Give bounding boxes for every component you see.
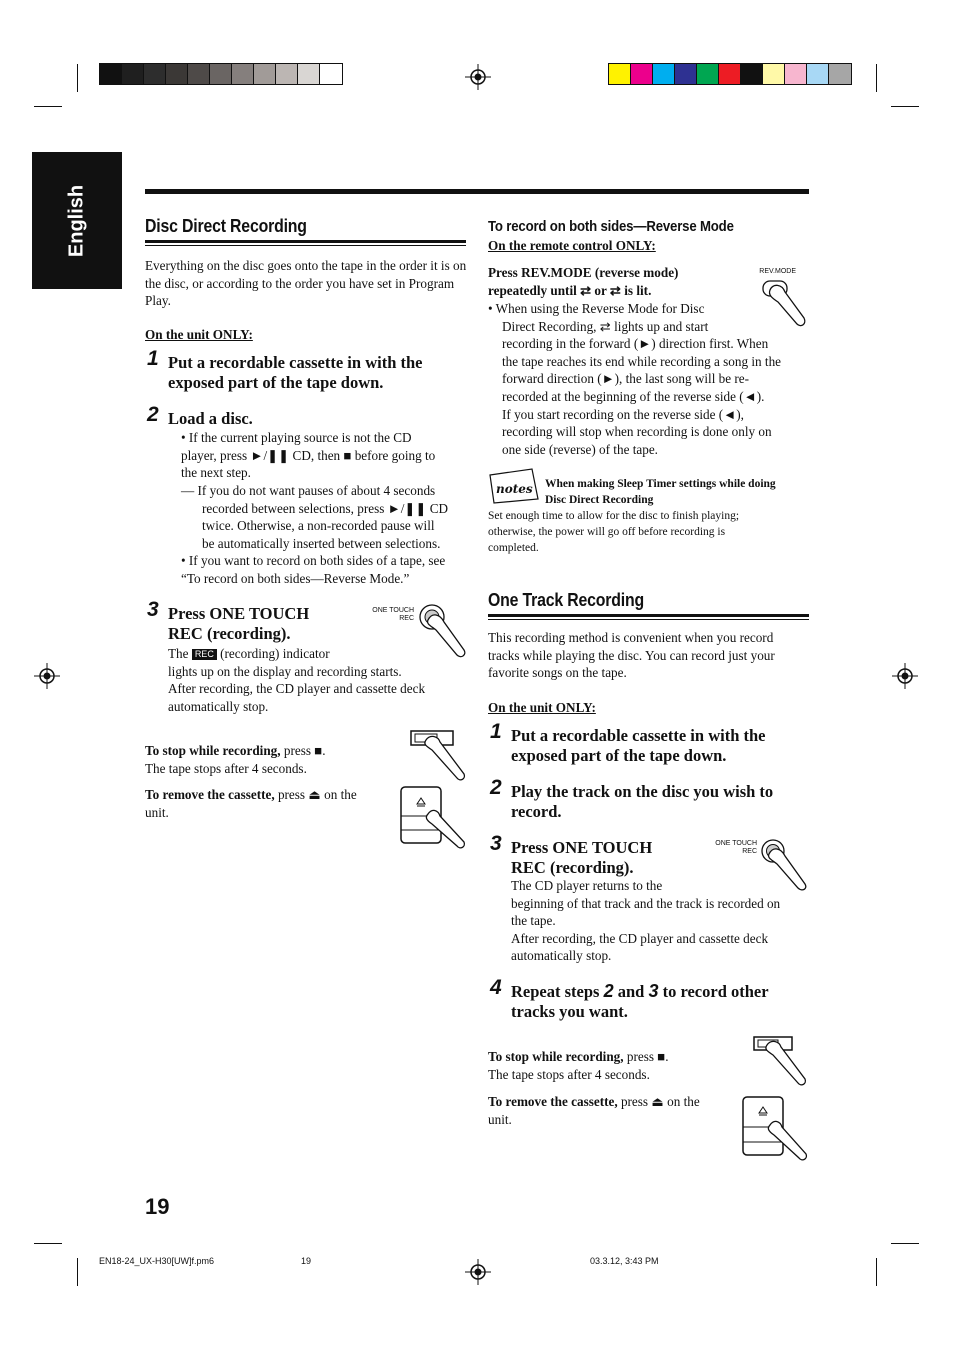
color-swatch xyxy=(631,64,653,84)
crop-mark xyxy=(876,1258,877,1286)
top-rule xyxy=(145,189,809,194)
eject-button-icon xyxy=(398,784,470,850)
step-number: 2 xyxy=(490,776,502,799)
crop-mark xyxy=(77,64,78,92)
language-tab-label: English xyxy=(65,184,88,257)
one-touch-rec-label: ONE TOUCH REC xyxy=(372,607,414,622)
one-touch-rec-label: ONE TOUCH REC xyxy=(715,840,757,855)
step-number: 3 xyxy=(490,832,502,855)
step-number: 1 xyxy=(147,347,159,370)
footer-date: 03.3.12, 3:43 PM xyxy=(590,1256,659,1266)
heading-rule xyxy=(488,614,809,617)
stop-instruction: To stop while recording, press ■. The tape stops after 4 seconds. xyxy=(145,743,326,776)
step-number: 3 xyxy=(147,598,159,621)
step-text: Put a recordable cassette in with the exposed part of the tape down. xyxy=(168,353,423,392)
footer-filename: EN18-24_UX-H30[UW]f.pm6 xyxy=(99,1256,215,1266)
color-swatch xyxy=(785,64,807,84)
color-bar xyxy=(608,63,852,85)
step-text: Press ONE TOUCH REC (recording). xyxy=(168,604,310,643)
color-swatch xyxy=(653,64,675,84)
bullet-item: • If you want to record on both sides of a tape, see “To record on both sides—Reverse Mode.” xyxy=(181,553,446,586)
color-swatch xyxy=(741,64,763,84)
color-swatch xyxy=(100,64,122,84)
grayscale-bar xyxy=(99,63,343,85)
remove-instruction: To remove the cassette, press ⏏ on the unit. xyxy=(488,1094,700,1127)
color-swatch xyxy=(254,64,276,84)
rev-bullet: • When using the Reverse Mode for Disc Direct Recording, ⇄ lights up and start recording in the forward (►) direction first. When the tape reaches its end while recording a song in the forward direction (►), the last song will be re- recorded at the beginning of the reverse side (◄). If you start recording on the reverse side (◄), recording will stop when recording is done only on one side (reverse) of the tape. xyxy=(488,301,782,457)
step-text: Play the track on the disc you wish to record. xyxy=(511,782,774,821)
heading-rule xyxy=(145,245,466,246)
page-number: 19 xyxy=(145,1194,170,1219)
remote-only-label: On the remote control ONLY: xyxy=(488,238,656,253)
color-swatch xyxy=(166,64,188,84)
section-heading-disc-direct: Disc Direct Recording xyxy=(145,216,307,236)
color-swatch xyxy=(276,64,298,84)
registration-mark-icon xyxy=(465,1259,491,1285)
notes-title: When making Sleep Timer settings while doing Disc Direct Recording xyxy=(545,478,776,506)
step-text: Repeat steps 2 and 3 to record other tracks you want. xyxy=(511,981,769,1021)
crop-mark xyxy=(891,1243,919,1244)
remove-instruction: To remove the cassette, press ⏏ on the unit. xyxy=(145,787,357,820)
heading-rule xyxy=(488,619,809,620)
color-swatch xyxy=(210,64,232,84)
rec-indicator-badge: REC xyxy=(192,649,217,660)
subheading-reverse-mode: To record on both sides—Reverse Mode xyxy=(488,218,734,235)
color-swatch xyxy=(232,64,254,84)
rev-mode-instruction: Press REV.MODE (reverse mode) repeatedly until ⇄ or ⇄ is lit. xyxy=(488,265,679,298)
step-text: Press ONE TOUCH REC (recording). xyxy=(511,838,653,877)
stop-button-icon xyxy=(408,728,470,784)
step-number: 2 xyxy=(147,403,159,426)
color-swatch xyxy=(298,64,320,84)
color-swatch xyxy=(609,64,631,84)
color-swatch xyxy=(122,64,144,84)
svg-text:notes: notes xyxy=(496,482,533,496)
color-swatch xyxy=(829,64,851,84)
step-text: Put a recordable cassette in with the exposed part of the tape down. xyxy=(511,726,766,765)
heading-rule xyxy=(145,240,466,243)
notes-body: Set enough time to allow for the disc to finish playing; otherwise, the power will go off before recording is completed. xyxy=(488,510,740,554)
color-swatch xyxy=(675,64,697,84)
color-swatch xyxy=(188,64,210,84)
bullet-item: • If the current playing source is not the CD player, press ►/❚❚ CD, then ■ before going to the next step. xyxy=(181,430,436,481)
crop-mark xyxy=(876,64,877,92)
intro-paragraph: Everything on the disc goes onto the tape in the order it is on the disc, or according to the order you have set in Program Play. xyxy=(145,258,467,309)
dash-item: — If you do not want pauses of about 4 seconds recorded between selections, press ►/❚❚ CD twice. Otherwise, a non-recorded pause will be automatically inserted between selections. xyxy=(181,483,449,551)
step3-desc: The REC (recording) indicator lights up on the display and recording starts. After recording, the CD player and cassette deck automatically stop. xyxy=(168,646,426,714)
registration-mark-icon xyxy=(465,64,491,90)
unit-only-label: On the unit ONLY: xyxy=(488,700,596,715)
color-swatch xyxy=(763,64,785,84)
eject-button-icon xyxy=(740,1094,812,1162)
language-tab xyxy=(32,152,122,289)
color-swatch xyxy=(144,64,166,84)
stop-instruction: To stop while recording, press ■. The tape stops after 4 seconds. xyxy=(488,1049,669,1082)
rev-mode-label: REV.MODE xyxy=(759,268,796,275)
color-swatch xyxy=(320,64,342,84)
registration-mark-icon xyxy=(892,663,918,689)
registration-mark-icon xyxy=(34,663,60,689)
crop-mark xyxy=(34,106,62,107)
step3-desc: The CD player returns to the beginning of that track and the track is recorded on the tape. After recording, the CD player and cassette deck automatically stop. xyxy=(511,878,781,964)
step-text: Load a disc. xyxy=(168,409,253,428)
step-number: 1 xyxy=(490,720,502,743)
section-heading-one-track: One Track Recording xyxy=(488,590,644,610)
color-swatch xyxy=(719,64,741,84)
color-swatch xyxy=(697,64,719,84)
unit-only-label: On the unit ONLY: xyxy=(145,327,253,342)
step-number: 4 xyxy=(490,976,502,999)
crop-mark xyxy=(77,1258,78,1286)
color-swatch xyxy=(807,64,829,84)
crop-mark xyxy=(891,106,919,107)
one-track-intro: This recording method is convenient when you record tracks while playing the disc. You can record just your favorite songs on the tape. xyxy=(488,630,775,681)
crop-mark xyxy=(34,1243,62,1244)
notes-icon xyxy=(488,467,540,505)
footer-page: 19 xyxy=(301,1256,312,1266)
stop-button-icon xyxy=(751,1034,813,1090)
